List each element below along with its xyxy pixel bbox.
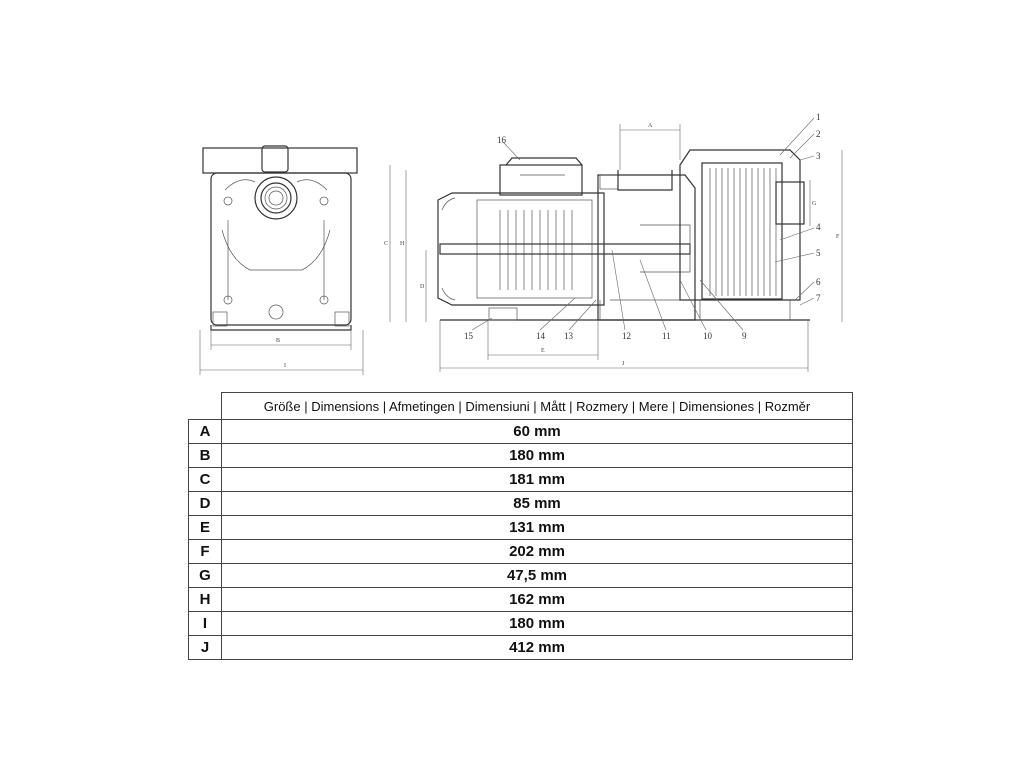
- table-row: [189, 492, 853, 516]
- dimension-key: I: [189, 612, 222, 636]
- dim-letter: H: [400, 241, 405, 247]
- dimension-key: G: [189, 564, 222, 588]
- table-row: [189, 540, 853, 564]
- callout-14: 14: [536, 331, 545, 341]
- dim-letter: J: [622, 361, 625, 367]
- dimension-value: 180 mm: [222, 444, 853, 468]
- table-header-row: [189, 393, 853, 420]
- table-row: [189, 420, 853, 444]
- callout-16: 16: [497, 135, 506, 145]
- dim-letter: G: [812, 201, 817, 207]
- dim-letter: D: [420, 284, 425, 290]
- table-row: [189, 612, 853, 636]
- callout-1: 1: [816, 112, 821, 122]
- dimension-value: 202 mm: [222, 540, 853, 564]
- callout-4: 4: [816, 222, 821, 232]
- dim-letter: F: [836, 234, 840, 240]
- pump-side-view: [390, 124, 842, 372]
- table-row: [189, 468, 853, 492]
- table-row: [189, 588, 853, 612]
- callout-6: 6: [816, 277, 821, 287]
- dimension-value: 47,5 mm: [222, 564, 853, 588]
- dim-letter: E: [541, 348, 545, 354]
- table-row: [189, 444, 853, 468]
- dim-letter: I: [284, 363, 286, 369]
- dimension-key: E: [189, 516, 222, 540]
- callout-11: 11: [662, 331, 671, 341]
- dimension-value: 412 mm: [222, 636, 853, 660]
- callout-2: 2: [816, 129, 821, 139]
- callout-numbers: [464, 112, 821, 341]
- dim-letter: C: [384, 241, 389, 247]
- dimension-key: F: [189, 540, 222, 564]
- dimension-key: B: [189, 444, 222, 468]
- dimension-key: A: [189, 420, 222, 444]
- dimensions-table: [188, 392, 853, 660]
- callout-15: 15: [464, 331, 473, 341]
- dimension-value: 60 mm: [222, 420, 853, 444]
- table-row: [189, 516, 853, 540]
- dim-letter: B: [276, 338, 281, 344]
- table-row: [189, 636, 853, 660]
- table-corner-cell: [189, 393, 222, 420]
- dimension-value: 85 mm: [222, 492, 853, 516]
- dimension-key: D: [189, 492, 222, 516]
- dimension-key: H: [189, 588, 222, 612]
- callout-13: 13: [564, 331, 573, 341]
- dimension-letters: [276, 123, 840, 369]
- callout-3: 3: [816, 151, 821, 161]
- table-header: Größe | Dimensions | Afmetingen | Dimensiuni | Mått | Rozmery | Mere | Dimensiones | Rozměr: [222, 393, 853, 420]
- dimension-key: J: [189, 636, 222, 660]
- callout-5: 5: [816, 248, 821, 258]
- dimension-key: C: [189, 468, 222, 492]
- callout-7: 7: [816, 293, 821, 303]
- dim-letter: A: [648, 123, 653, 129]
- callout-12: 12: [622, 331, 631, 341]
- table-row: [189, 564, 853, 588]
- callout-10: 10: [703, 331, 712, 341]
- dimension-value: 131 mm: [222, 516, 853, 540]
- pump-front-view: [200, 146, 363, 375]
- dimension-value: 181 mm: [222, 468, 853, 492]
- dimension-value: 162 mm: [222, 588, 853, 612]
- callout-9: 9: [742, 331, 747, 341]
- dimension-value: 180 mm: [222, 612, 853, 636]
